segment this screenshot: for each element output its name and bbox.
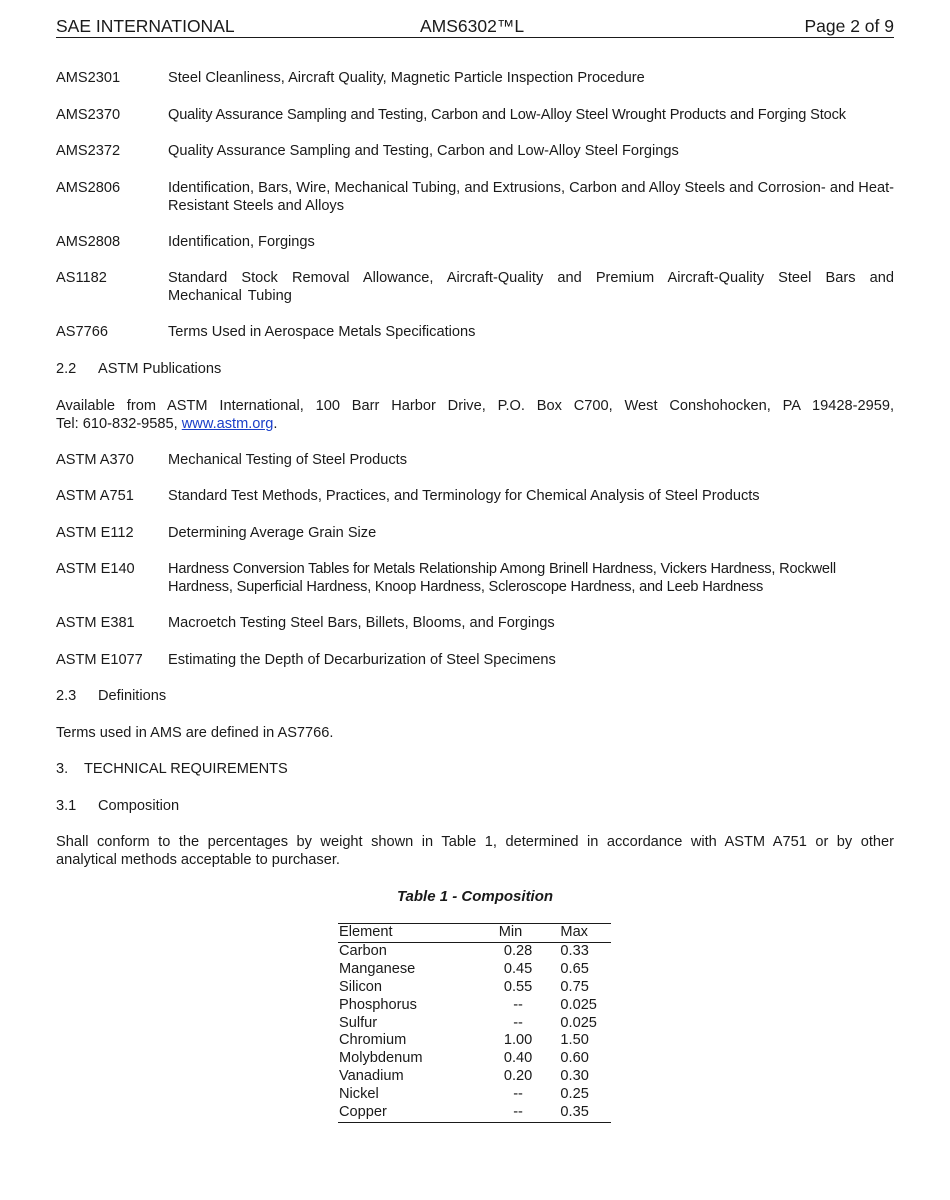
element-cell: Phosphorus bbox=[339, 996, 417, 1013]
min-cell: -- bbox=[513, 1014, 523, 1031]
section-number: 3. bbox=[56, 761, 69, 777]
max-cell: 1.50 bbox=[560, 1032, 589, 1049]
max-cell: 0.65 bbox=[560, 960, 589, 977]
table-row bbox=[338, 1015, 611, 1033]
header-page-number: Page 2 of 9 bbox=[804, 16, 894, 36]
header-spec-number: AMS6302™L bbox=[420, 16, 525, 36]
reference-entry bbox=[56, 106, 894, 124]
table-caption: Table 1 - Composition bbox=[396, 888, 554, 905]
table-row bbox=[338, 1086, 611, 1104]
min-cell: 0.20 bbox=[503, 1068, 533, 1085]
reference-code: ASTM A751 bbox=[56, 488, 134, 504]
section-heading bbox=[56, 760, 288, 778]
element-cell: Manganese bbox=[339, 960, 416, 977]
min-cell: 0.45 bbox=[503, 960, 533, 977]
element-cell: Vanadium bbox=[339, 1068, 404, 1085]
reference-entry bbox=[56, 323, 894, 341]
reference-entry bbox=[56, 560, 894, 596]
trailing-period: . bbox=[273, 416, 278, 432]
max-cell: 0.25 bbox=[560, 1086, 589, 1103]
composition-paragraph bbox=[56, 833, 894, 869]
reference-title: Macroetch Testing Steel Bars, Billets, Blooms, and Forgings bbox=[168, 615, 555, 631]
reference-code: AMS2808 bbox=[56, 234, 121, 250]
table-row bbox=[338, 961, 611, 979]
reference-title: Identification, Forgings bbox=[168, 234, 315, 250]
section-number: 2.3 bbox=[56, 688, 77, 704]
table-row bbox=[338, 1068, 611, 1086]
reference-code: AMS2301 bbox=[56, 70, 121, 86]
reference-code: ASTM E381 bbox=[56, 615, 135, 631]
reference-entry bbox=[56, 524, 894, 542]
max-cell: 0.75 bbox=[560, 978, 589, 995]
availability-text: Available from ASTM International, 100 Barr Harbor Drive, P.O. Box C700, West Conshohocken, PA 19428-2959, bbox=[56, 398, 894, 414]
reference-title: Determining Average Grain Size bbox=[168, 525, 377, 541]
min-cell: 0.55 bbox=[503, 978, 533, 995]
table-row bbox=[338, 979, 611, 997]
section-heading bbox=[56, 360, 221, 378]
reference-title: Steel Cleanliness, Aircraft Quality, Magnetic Particle Inspection Procedure bbox=[168, 70, 645, 86]
reference-title: Hardness Conversion Tables for Metals Relationship Among Brinell Hardness, Vickers Hardness, Rockwell Hardness, Superficial Hardness, Knoop Hardness, Scleroscope Hardness, and Leeb Hardness bbox=[168, 561, 836, 595]
max-cell: 0.35 bbox=[560, 1104, 589, 1121]
column-header-max: Max bbox=[559, 924, 611, 943]
reference-code: ASTM A370 bbox=[56, 452, 134, 468]
max-cell: 0.60 bbox=[560, 1050, 589, 1067]
reference-code: AS1182 bbox=[56, 270, 107, 286]
max-cell: 0.33 bbox=[560, 942, 589, 959]
reference-code: AMS2370 bbox=[56, 107, 121, 123]
section-title: ASTM Publications bbox=[98, 361, 222, 377]
reference-code: ASTM E1077 bbox=[56, 652, 143, 668]
reference-title: Quality Assurance Sampling and Testing, Carbon and Low-Alloy Steel Wrought Products and Forging Stock bbox=[168, 107, 846, 123]
telephone-text: Tel: 610-832-9585, bbox=[56, 416, 182, 432]
table-row bbox=[338, 942, 611, 960]
element-cell: Nickel bbox=[339, 1086, 379, 1103]
reference-title: Mechanical Testing of Steel Products bbox=[168, 452, 408, 468]
element-cell: Molybdenum bbox=[339, 1050, 423, 1067]
availability-paragraph bbox=[56, 397, 894, 433]
min-cell: 1.00 bbox=[503, 1032, 533, 1049]
table-row bbox=[338, 997, 611, 1015]
element-cell: Silicon bbox=[339, 978, 382, 995]
reference-code: AMS2806 bbox=[56, 180, 121, 196]
min-cell: -- bbox=[513, 1086, 523, 1103]
max-cell: 0.025 bbox=[560, 1014, 597, 1031]
reference-title: Quality Assurance Sampling and Testing, Carbon and Low-Alloy Steel Forgings bbox=[168, 143, 679, 159]
composition-table bbox=[338, 923, 611, 1123]
reference-entry bbox=[56, 69, 894, 87]
min-cell: 0.40 bbox=[503, 1050, 533, 1067]
reference-entry bbox=[56, 451, 894, 469]
header-organization: SAE INTERNATIONAL bbox=[56, 16, 235, 36]
element-cell: Copper bbox=[339, 1104, 387, 1121]
reference-title: Terms Used in Aerospace Metals Specifications bbox=[168, 324, 476, 340]
reference-entry bbox=[56, 269, 894, 305]
composition-text-line-2: analytical methods acceptable to purchaser. bbox=[56, 852, 340, 868]
reference-code: ASTM E140 bbox=[56, 561, 135, 577]
section-title: Definitions bbox=[98, 688, 167, 704]
reference-code: AS7766 bbox=[56, 324, 108, 340]
table-row bbox=[338, 1104, 611, 1122]
reference-entry bbox=[56, 233, 894, 251]
element-cell: Sulfur bbox=[339, 1014, 378, 1031]
reference-title: Estimating the Depth of Decarburization of Steel Specimens bbox=[168, 652, 556, 668]
section-heading bbox=[56, 797, 179, 815]
reference-entry bbox=[56, 142, 894, 160]
element-cell: Chromium bbox=[339, 1032, 407, 1049]
reference-title: Standard Test Methods, Practices, and Terminology for Chemical Analysis of Steel Products bbox=[168, 488, 760, 504]
table-row bbox=[338, 1032, 611, 1050]
reference-entry bbox=[56, 651, 894, 669]
table-row bbox=[338, 1050, 611, 1068]
table-header-row bbox=[338, 924, 611, 943]
reference-code: ASTM E112 bbox=[56, 525, 134, 541]
reference-entry bbox=[56, 487, 894, 505]
section-title: Composition bbox=[98, 798, 180, 814]
reference-title: Standard Stock Removal Allowance, Aircraft-Quality and Premium Aircraft-Quality Steel Bars and Mechanical Tubing bbox=[168, 270, 894, 304]
max-cell: 0.025 bbox=[560, 996, 597, 1013]
column-header-element: Element bbox=[338, 924, 498, 943]
reference-title: Identification, Bars, Wire, Mechanical Tubing, and Extrusions, Carbon and Alloy Steels and Corrosion- and Heat-Resistant Steels and Alloys bbox=[168, 180, 894, 214]
astm-website-link[interactable]: www.astm.org bbox=[181, 416, 274, 432]
column-header-min: Min bbox=[498, 924, 560, 943]
section-heading bbox=[56, 687, 166, 705]
definitions-paragraph: Terms used in AMS are defined in AS7766. bbox=[56, 725, 334, 741]
section-number: 3.1 bbox=[56, 798, 77, 814]
min-cell: -- bbox=[513, 996, 523, 1013]
element-cell: Carbon bbox=[339, 942, 387, 959]
reference-entry bbox=[56, 179, 894, 215]
section-title: TECHNICAL REQUIREMENTS bbox=[84, 761, 288, 777]
reference-code: AMS2372 bbox=[56, 143, 121, 159]
composition-text-line-1: Shall conform to the percentages by weight shown in Table 1, determined in accordance with ASTM A751 or by other bbox=[56, 834, 894, 850]
min-cell: 0.28 bbox=[503, 942, 533, 959]
section-number: 2.2 bbox=[56, 361, 77, 377]
page-header bbox=[56, 15, 894, 38]
min-cell: -- bbox=[513, 1104, 523, 1121]
max-cell: 0.30 bbox=[560, 1068, 589, 1085]
reference-entry bbox=[56, 614, 894, 632]
